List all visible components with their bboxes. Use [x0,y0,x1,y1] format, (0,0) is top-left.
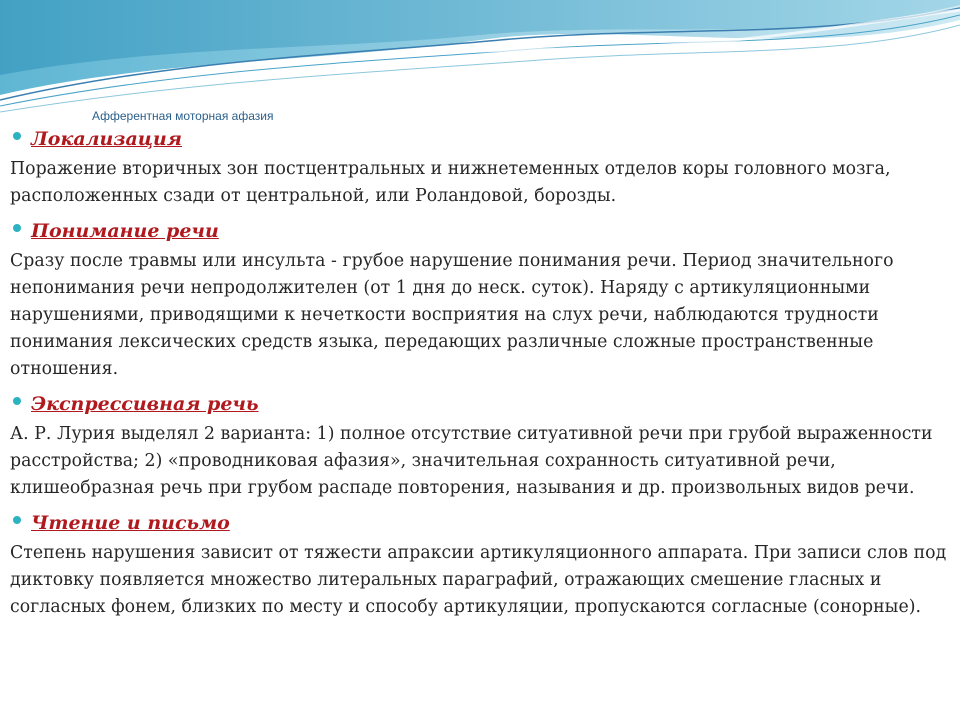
section-text-comprehension: Сразу после травмы или инсульта - грубое нарушение понимания речи. Период значительного непонимания речи непродолжителен (от 1 дня до неск. суток). Наряду с артикуляционными нарушениями, приводящими к нечеткости восприятия на слух речи, наблюдаются трудности понимания лексических средств языка, передающих различные сложные пространственные отношения. [10,251,894,379]
section-heading-localization [10,124,955,154]
section-heading-expressive-speech [10,389,955,419]
section-text-localization: Поражение вторичных зон постцентральных и нижнетеменных отделов коры головного мозга, расположенных сзади от центральной, или Роландовой, борозды. [10,159,891,206]
slide-content [10,124,955,627]
slide-subtitle: Афферентная моторная афазия [92,109,274,123]
section-text-expressive-speech: А. Р. Лурия выделял 2 варианта: 1) полное отсутствие ситуативной речи при грубой выраженности расстройства; 2) «проводниковая афазия», значительная сохранность ситуативной речи, клишеобразная речь при грубом распаде повторения, называния и др. произвольных видов речи. [10,424,933,498]
heading-text: Экспрессивная речь [31,393,259,415]
heading-text: Чтение и письмо [31,512,230,534]
bullet-icon [13,224,21,232]
bullet-icon [13,516,21,524]
heading-text: Локализация [31,128,182,150]
section-heading-comprehension [10,216,955,246]
heading-text: Понимание речи [31,220,219,242]
bullet-icon [13,397,21,405]
section-text-reading-writing: Степень нарушения зависит от тяжести апраксии артикуляционного аппарата. При записи слов под диктовку появляется множество литеральных параграфий, отражающих смешение гласных и согласных фонем, близких по месту и способу артикуляции, пропускаются согласные (сонорные). [10,543,947,617]
section-heading-reading-writing [10,508,955,538]
bullet-icon [13,132,21,140]
